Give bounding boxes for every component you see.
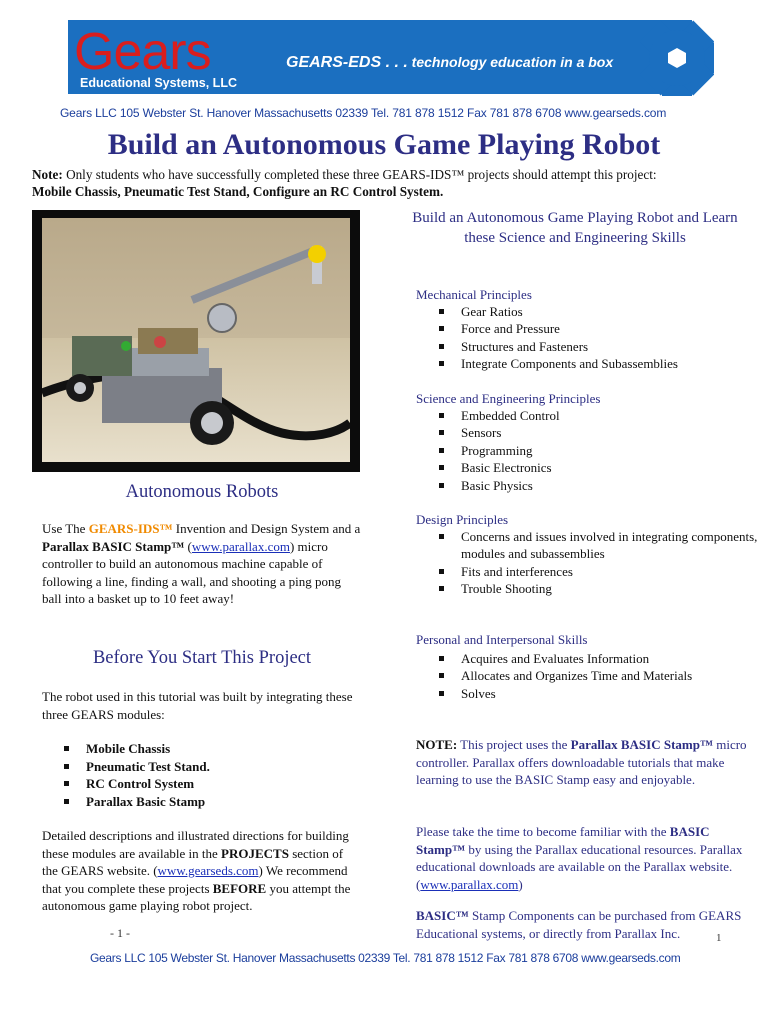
robot-modules-intro: The robot used in this tutorial was built by integrating these three GEARS modules: [42, 689, 353, 722]
list-item [461, 407, 761, 424]
bullet-icon [439, 691, 444, 696]
bullet-icon [64, 799, 69, 804]
list-item [461, 424, 761, 441]
list-item [461, 355, 761, 372]
auto-text-3: ) micro controller to build an autonomous machine capable of following a line, finding a wall, and shooting a ping pong ball into a basket up to 10 feet away! [42, 538, 341, 606]
parallax-link-2[interactable]: www.parallax.com [420, 876, 519, 892]
bullet-icon [439, 326, 444, 331]
list-item [461, 338, 761, 355]
bullet-icon [64, 781, 69, 786]
note2-text-2: micro controller. Parallax offers downloadable tutorials that make learning to use the BASIC Stamp easy and enjoyable. [416, 737, 747, 787]
list-item [461, 459, 761, 476]
list-item [461, 320, 761, 337]
parallax-link[interactable]: www.parallax.com [191, 538, 290, 554]
bullet-icon [439, 656, 444, 661]
note2-text-1: This project uses the [457, 737, 571, 752]
item-label: Acquires and Evaluates Information [461, 651, 650, 666]
prerequisite-note [32, 166, 752, 200]
note2-stamp: Parallax BASIC Stamp™ [570, 737, 713, 752]
list-item [86, 793, 366, 811]
note-projects: Mobile Chassis, Pneumatic Test Stand, Configure an RC Control System. [32, 184, 444, 199]
tagline-text: technology education in a box [407, 54, 614, 70]
basic-brand: BASIC™ [416, 908, 469, 923]
personal-list [461, 650, 761, 702]
bullet-icon [439, 534, 444, 539]
bullet-icon [64, 746, 69, 751]
fam-text-1: Please take the time to become familiar with the [416, 824, 670, 839]
bullet-icon [64, 764, 69, 769]
item-label: Solves [461, 685, 496, 701]
header-tagline [286, 54, 666, 72]
familiarize-note [416, 823, 750, 893]
bullet-icon [439, 344, 444, 349]
fam-text-2: by using the Parallax educational resources. Parallax educational downloads are available on the Parallax website. ( [416, 841, 743, 892]
skills-title: Build an Autonomous Game Playing Robot and Learn these Science and Engineering Skills [412, 210, 738, 246]
item-label: Trouble Shooting [461, 581, 552, 597]
auto-text-1: Use The [42, 521, 89, 536]
list-item [461, 685, 761, 702]
item-label: Force and Pressure [461, 321, 560, 337]
page-title: Build an Autonomous Game Playing Robot [107, 128, 661, 161]
autonomous-description: Use The GEARS-IDS™ Invention and Design System and a Parallax BASIC Stamp™ (www.parallax.com) micro controller to build an autonomous machine capable of following a line, finding a wall, and shooting a ping pong ball into a basket up to 10 feet away! [42, 521, 361, 606]
purchase-note [416, 907, 750, 942]
fam-text-3: ) [518, 876, 523, 892]
desc-text-1: Detailed descriptions and illustrated directions for building these modules are available in the [42, 828, 349, 861]
item-label: Basic Physics [461, 477, 533, 493]
list-item [86, 758, 366, 776]
list-item [461, 667, 761, 684]
bullet-icon [439, 465, 444, 470]
note2-label: NOTE: [416, 737, 458, 752]
fam-stamp: BASIC Stamp™ [416, 824, 710, 857]
list-item [461, 563, 761, 580]
list-item [86, 740, 366, 758]
item-label: Allocates and Organizes Time and Materials [461, 668, 693, 684]
list-item [461, 442, 761, 459]
address-line: Gears LLC 105 Webster St. Hanover Massachusetts 02339 Tel. 781 878 1512 Fax 781 878 6708 www.gearseds.com [60, 106, 667, 120]
gearseds-link[interactable]: www.gearseds.com [157, 863, 259, 878]
bullet-icon [439, 569, 444, 574]
item-label: Fits and interferences [461, 563, 573, 579]
section-heading-mechanical: Mechanical Principles [416, 287, 532, 302]
gears-ids-brand: GEARS-IDS™ [88, 521, 173, 536]
list-item [461, 303, 761, 320]
purchase-text: Stamp Components can be purchased from GEARS Educational systems, or directly from Parallax Inc. [416, 908, 742, 941]
item-label: Integrate Components and Subassemblies [461, 356, 678, 372]
science-list [461, 407, 761, 494]
logo-subtitle: Educational Systems, LLC [80, 76, 237, 90]
gear-icon [640, 18, 714, 98]
basic-stamp-label: Parallax BASIC Stamp™ [42, 538, 185, 554]
item-label: Basic Electronics [461, 460, 552, 476]
desc-text-4: you attempt the autonomous game playing robot project. [42, 880, 351, 913]
item-label: Structures and Fasteners [461, 338, 589, 354]
auto-text-2: Invention and Design System and a [172, 521, 361, 536]
page-number: - 1 - [110, 926, 130, 940]
module-label: Pneumatic Test Stand. [86, 758, 210, 774]
module-label: Mobile Chassis [86, 741, 171, 756]
bullet-icon [439, 483, 444, 488]
item-label: Programming [461, 442, 533, 458]
tagline-brand: GEARS-EDS . . . [286, 54, 408, 71]
modules-list [86, 740, 366, 810]
bullet-icon [439, 448, 444, 453]
module-label: RC Control System [86, 776, 195, 792]
list-item [461, 528, 761, 563]
item-label: Embedded Control [461, 408, 560, 423]
before-label: BEFORE [212, 880, 267, 896]
item-label: Gear Ratios [461, 304, 523, 319]
bullet-icon [439, 309, 444, 314]
basic-stamp-note [416, 736, 748, 789]
mechanical-list [461, 303, 761, 373]
list-item [86, 775, 366, 793]
note-text: Only students who have successfully completed these three GEARS-IDS™ projects should attempt this project: [62, 167, 657, 182]
item-label: Sensors [461, 425, 502, 441]
list-item [461, 580, 761, 597]
robot-photo [32, 210, 360, 472]
item-label: Concerns and issues involved in integrating components, modules and subassemblies [461, 529, 758, 562]
autonomous-robots-heading: Autonomous Robots [125, 482, 279, 502]
before-you-start-heading: Before You Start This Project [92, 648, 312, 668]
list-item [461, 477, 761, 494]
robot-image [42, 218, 350, 462]
design-list [461, 528, 761, 598]
footer-address: Gears LLC 105 Webster St. Hanover Massachusetts 02339 Tel. 781 878 1512 Fax 781 878 6708 www.gearseds.com [90, 951, 681, 965]
section-heading-science: Science and Engineering Principles [416, 391, 601, 406]
section-heading-personal: Personal and Interpersonal Skills [416, 632, 588, 647]
module-label: Parallax Basic Stamp [86, 793, 206, 809]
desc-text-2: section of the GEARS website. ( [42, 845, 344, 878]
bullet-icon [439, 430, 444, 435]
projects-label: PROJECTS [221, 845, 289, 861]
bullet-icon [439, 673, 444, 678]
page-number-small: 1 [716, 932, 722, 944]
section-heading-design: Design Principles [416, 512, 509, 527]
desc-text-3: ) We recommend that you complete these projects [42, 863, 348, 896]
bullet-icon [439, 586, 444, 591]
logo-wordmark: Gears [74, 23, 211, 81]
bullet-icon [439, 413, 444, 418]
note-label: Note: [32, 167, 63, 182]
bullet-icon [439, 361, 444, 366]
modules-description [42, 827, 362, 915]
list-item [461, 650, 761, 667]
